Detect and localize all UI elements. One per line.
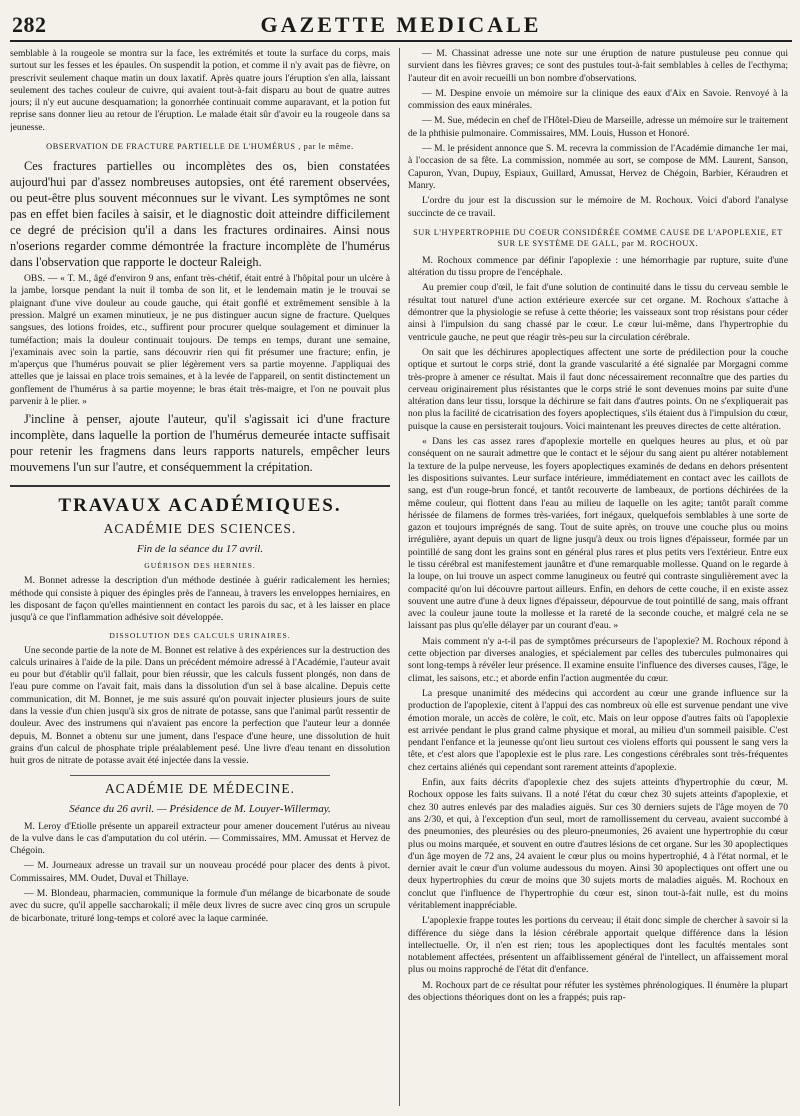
session-line: Fin de la séance du 17 avril. [136,543,264,556]
paragraph: Mais comment n'y a-t-il pas de symptômes précurseurs de l'apoplexie? M. Rochoux répond à cette objection par diverses analogies, et spécialement par celles des tubercules pulmonaires qui sont long-temps à révéler leur présence. Il examine ensuite l'influence des diverses causes, l'âge, le climat, les saisons, etc.; et aborde enfin l'action augmentée du cœur. [408,635,788,684]
article-heading: SUR L'HYPERTROPHIE DU COEUR CONSIDÉRÉE COMME CAUSE DE L'APOPLEXIE, ET SUR LE SYSTÈME DE GALL, par M. ROCHOUX. [413,227,783,248]
paragraph: Au premier coup d'œil, le fait d'une solution de continuité dans le tissu du cerveau semble le résultat tout naturel d'une action extérieure exercée sur cet organe. M. Rochoux s'attache à démontrer que la physiologie se refuse à cette théorie; les vaisseaux sont trop résistans pour céder ainsi à l'impulsion du sang chassé par le cœur. Le cœur lui-même, dans l'hypertrophie du ventricule gauche, ne peut que réagir très-peu sur la circulation cérébrale. [408,282,788,343]
section-heading: TRAVAUX ACADÉMIQUES. [58,495,342,517]
paragraph: OBS. — « T. M., âgé d'environ 9 ans, enfant très-chétif, était entré à l'hôpital pour un ulcère à la jambe, lorsque pendant la nuit il tomba de son lit, et le lendemain matin je le trouvai se plaignant d'une vive douleur au coude gauche, qui était gonflé et extrêmement sensible à la pression. Malgré un examen minutieux, je ne pus distinguer aucun signe de fracture. Quelques sangsues, des lotions froides, etc., suffirent pour procurer quelque soulagement et diminuer la tuméfaction; mais la douleur continuait toujours. De temps en temps, durant une semaine, j'examinais avec soin la partie, sans découvrir rien qui fit présumer une fracture; enfin, je m'aperçus que l'humérus pouvait se plier légèrement vers sa partie moyenne. J'appliquai des attelles que je laissai en place trois semaines, et à la levée de l'appareil, on sentit distinctement un gonflement de l'humérus à sa partie moyenne; le bras était très-maigre, et l'on ne pouvait plus parvenir à le plier. » [10,273,390,408]
paragraph: — M. Blondeau, pharmacien, communique la formule d'un mélange de bicarbonate de soude avec du sucre, qu'il appelle saccharokali; il mêle deux livres de sucre avec cinq gros un scrupule de bicarbonate, trituré long-temps et coloré avec la laque carminée. [10,887,390,924]
page-number: 282 [12,12,47,37]
academy-heading: ACADÉMIE DE MÉDECINE. [104,780,296,796]
paragraph: — M. Journeaux adresse un travail sur un nouveau procédé pour placer des dents à pivot. Commissaires, MM. Oudet, Duval et Thillaye. [10,860,390,884]
left-column [10,48,390,1106]
observation-heading: OBSERVATION DE FRACTURE PARTIELLE DE L'HUMÉRUS , par le même. [46,142,354,152]
paragraph: La presque unanimité des médecins qui accordent au cœur une grande influence sur la production de l'apoplexie, citent à l'appui des cas nombreux où elle est survenue pendant une vive émotion morale, un accès de colère, le coït, etc. Mais on leur oppose d'autres faits où l'apoplexie est arrivée pendant le plus grand calme physique et moral, au milieu d'un sommeil paisible. C'est pendant l'enfance et la jeunesse qu'ont lieu surtout ces violens efforts qui poussent le sang vers la tête, et c'est alors que l'apoplexie est le plus rare. Les congestions cérébrales sont très-fréquentes chez certains aliénés qui cependant sont rarement atteints d'apoplexie. [408,687,788,773]
paragraph: Ces fractures partielles ou incomplètes des os, bien constatées aujourd'hui par d'assez nombreuses autopsies, ont été rarement observées, ou peut-être plus souvent méconnues sur le vivant. Les symptômes ne sont pas en effet bien faciles à saisir, et le diagnostic doit atteindre difficilement ce degré de précision qu'il a dans les fractures ordinaires. Ainsi nous n'oserions regarder comme démontrée la fracture incomplète de l'humérus dans l'observation que rapporte le docteur Raleigh. [10,159,390,270]
newspaper-page [10,10,792,1110]
paragraph: — M. Sue, médecin en chef de l'Hôtel-Dieu de Marseille, adresse un mémoire sur le traitement de la phthisie pulmonaire. Commissaires, MM. Louis, Husson et Honoré. [408,115,788,139]
paragraph: Enfin, aux faits décrits d'apoplexie chez des sujets atteints d'hypertrophie du cœur, M. Rochoux oppose les faits suivans. Il a noté l'état du cœur chez 30 sujets atteints d'apoplexie, et chez 30 autres enlevés par des maladies aiguës. Sur ces 30 derniers sujets de l'âge moyen de 70 ans 2/30, et qui, à l'exception d'un seul, mort de ramollissement du cerveau, avaient succombé à des pneumonies, des pleurésies ou des pleuro-pneumonies, 26 avaient une hypertrophie du cœur plus ou moins marquée, et souvent en outre d'autres lésions de cet organe. Sur les 30 apoplectiques d'un âge moyen de 72 ans, 24 avaient le cœur plus ou moins hypertrophié, 4 à l'état normal, et le dernier avait le cœur d'un volume audessous du moyen. Ainsi 30 apoplectiques ont offert une ou deux hypertrophies du cœur de moins que 30 sujets morts de maladies aiguës. M. Rochoux en conclut que l'influence de l'hypertrophie du cœur est, sinon tout-à-fait nulle, est du moins véritablement inappréciable. [408,777,788,911]
paragraph: M. Rochoux commence par définir l'apoplexie : une hémorrhagie par rupture, suite d'une altération du tissu propre de l'encéphale. [408,254,788,279]
divider [70,775,330,776]
paragraph: M. Leroy d'Etiolle présente un appareil extracteur pour amener doucement l'utérus au niveau de la vulve dans le cas d'amputation du col utérin. — Commissaires, MM. Amussat et Hervez de Chégoin. [10,820,390,857]
paragraph: L'apoplexie frappe toutes les portions du cerveau; il était donc simple de chercher à savoir si la différence du siège dans la lésion cérébrale apportait quelque différence dans la lésion intellectuelle. Or, il n'en est rien; tous les apoplectiques dont les facultés mentales sont notablement affectées, présentent un affaiblissement général de l'intellect, un affaissement moral plus ou moins rapproché de l'état dit d'enfance. [408,915,788,976]
right-column [408,48,788,1106]
paragraph: — M. le président annonce que S. M. recevra la commission de l'Académie dimanche 1er mai, à l'occasion de sa fête. La commission, nommée au sort, se compose de MM. Laurent, Sanson, Capuron, Yvan, Dupuy, Espiaux, Guillard, Amussat, Hervez de Chégoin, Barbier, Kéraudren et Manry. [408,143,788,191]
paragraph: M. Rochoux part de ce résultat pour réfuter les systèmes phrénologiques. Il énumère la plupart des objections théoriques dont on les a frappés; puis rap- [408,979,788,1004]
paragraph: semblable à la rougeole se montra sur la face, les extrémités et toute la surface du corps, mais surtout sur les fesses et les épaules. On suspendit la potion, et comme il n'y avait pas de fièvre, on prescrivit seulement chaque matin un doux laxatif. Après quatre jours l'éruption s'en alla, laissant seulement des taches couleur de cuivre, qui avaient tout-à-fait disparu au bout de quatre autres jours; il n'y eut aucune desquamation; la gonorrhée continuait comme auparavant, et la potion fut reprise sans donner lieu au retour de l'éruption. Le malade était sûr d'avoir eu la rougeole dans sa jeunesse. [10,48,390,133]
page-header [10,10,792,42]
academy-heading: ACADÉMIE DES SCIENCES. [103,521,297,537]
column-rule [399,48,400,1106]
section-divider [10,485,390,487]
paragraph: Une seconde partie de la note de M. Bonnet est relative à des expériences sur la destruction des calculs urinaires à l'aide de la pile. Dans un précédent mémoire adressé à l'Académie, l'auteur avait eu pour but d'établir qu'il fallait, pour bien réussir, que les calculs fussent plongés, non dans de l'eau pure comme on l'avait fait, mais dans la dissolution d'un sel à base alcaline. Depuis cette communication, dit M. Bonnet, je me suis assuré qu'on pouvait injecter plusieurs jours de suite dans la vessie d'un chien jusqu'à six gros de nitrate de potasse, sans que l'animal parût ressentir de douleur. Avec des instrumens qui n'avaient pas encore la perfection que l'auteur leur a donnée depuis, M. Bonnet a obtenu sur une jument, dans l'espace d'une heure, une dissolution de huit grains d'un calcul de phosphate triple préalablement pesé. Une livre d'eau tenant en dissolution huit gros de nitrate de potasse avait été injectée dans la vessie. [10,644,390,767]
paragraph: — M. Chassinat adresse une note sur une éruption de nature pustuleuse peu connue qui survient dans les fièvres graves; ce sont des pustules tout-à-fait semblables à celles de l'ecthyma; l'auteur dit en avoir recueilli un bon nombre d'observations. [408,48,788,84]
subheading: DISSOLUTION DES CALCULS URINAIRES. [109,630,291,640]
journal-title: GAZETTE MEDICALE [260,12,542,37]
paragraph: « Dans les cas assez rares d'apoplexie mortelle en quelques heures au plus, et où par conséquent on ne saurait admettre que le contact et le séjour du sang aient pu altérer notablement la texture de la pulpe nerveuse, les foyers apoplectiques examinés de dedans en dehors présentent les dispositions suivantes. Leur surface intérieure, immédiatement en contact avec les caillots de sang, est d'un rouge-brun foncé, et tantôt recouverte de lambeaux, de portions déchirées de la même couleur, qui flottent dans l'eau au milieu de laquelle on les agite; tantôt paraît comme hérissée de filamens de formes très-variées, fort inégaux, quelquefois semblables à une sorte de gazon et toujours imprégnés de sang. Tout de suite après, on trouve une couche plus ou moins irrégulière, ayant depuis un quart de ligne jusqu'à deux ou trois lignes d'épaisseur, formée par un pointillé de sang dont les grains sont en général plus rares et plus petits vers l'extérieur. Entre eux le tissu cérébral est manifestement jaunâtre et d'une remarquable mollesse. Quand on le regarde à la loupe, on lui trouve un aspect comme lanugineux ou feutré qui contraste singulièrement avec la compacité qu'on lui découvre partout ailleurs. Enfin, en dehors de cette couche, il en existe assez souvent une autre d'une à deux lignes d'épaisseur, dépourvue de tout pointillé de sang, mais offrant avec la couleur jaune toute la mollesse et la rareté de la seconde couche, et malgré cela ne se laissant pas plus qu'elle délayer par un courant d'eau. » [408,436,788,632]
session-line: Séance du 26 avril. — Présidence de M. Louyer-Willermay. [69,802,331,815]
paragraph: M. Bonnet adresse la description d'un méthode destinée à guérir radicalement les hernies; méthode qui consiste à piquer des épingles près de l'anneau, à travers les enveloppes herniaires, en les disposant de façon qu'elles maintiennent en contact les parois du sac, et à les laisser en place jusqu'à ce que l'inflammation adhésive soit développée. [10,575,390,624]
paragraph: — M. Despine envoie un mémoire sur la clinique des eaux d'Aix en Savoie. Renvoyé à la commission des eaux minérales. [408,87,788,112]
paragraph: L'ordre du jour est la discussion sur le mémoire de M. Rochoux. Voici d'abord l'analyse succincte de ce travail. [408,195,788,219]
subheading: GUÉRISON DES HERNIES. [144,561,256,571]
paragraph: On sait que les déchirures apoplectiques affectent une sorte de prédilection pour la couche optique et surtout le corps strié, dont la grande vascularité a été signalée par Morgagni comme très-propre à amener ce résultat. Mais il faut donc nécessairement reconnaître que des parties du cerveau originairement plus résistantes que le corps strié le sont devenues moins par suite d'une altération dans leur tissu, lorsque la déchirure se fait dans d'autres points. On ne s'expliquerait pas non plus la facilité de cicatrisation des foyers apoplectiques, s'ils étaient dus à l'impulsion du cœur, puisque la cause en persisterait toujours. Voici maintenant les preuves directes de cette altération. [408,346,788,432]
paragraph: J'incline à penser, ajoute l'auteur, qu'il s'agissait ici d'une fracture incomplète, dans laquelle la portion de l'humérus demeurée intacte suffisait pour retenir les fragmens dans leurs rapports naturels, empêcher leurs mouvemens l'un sur l'autre, et conséquemment la crépitation. [10,412,390,475]
